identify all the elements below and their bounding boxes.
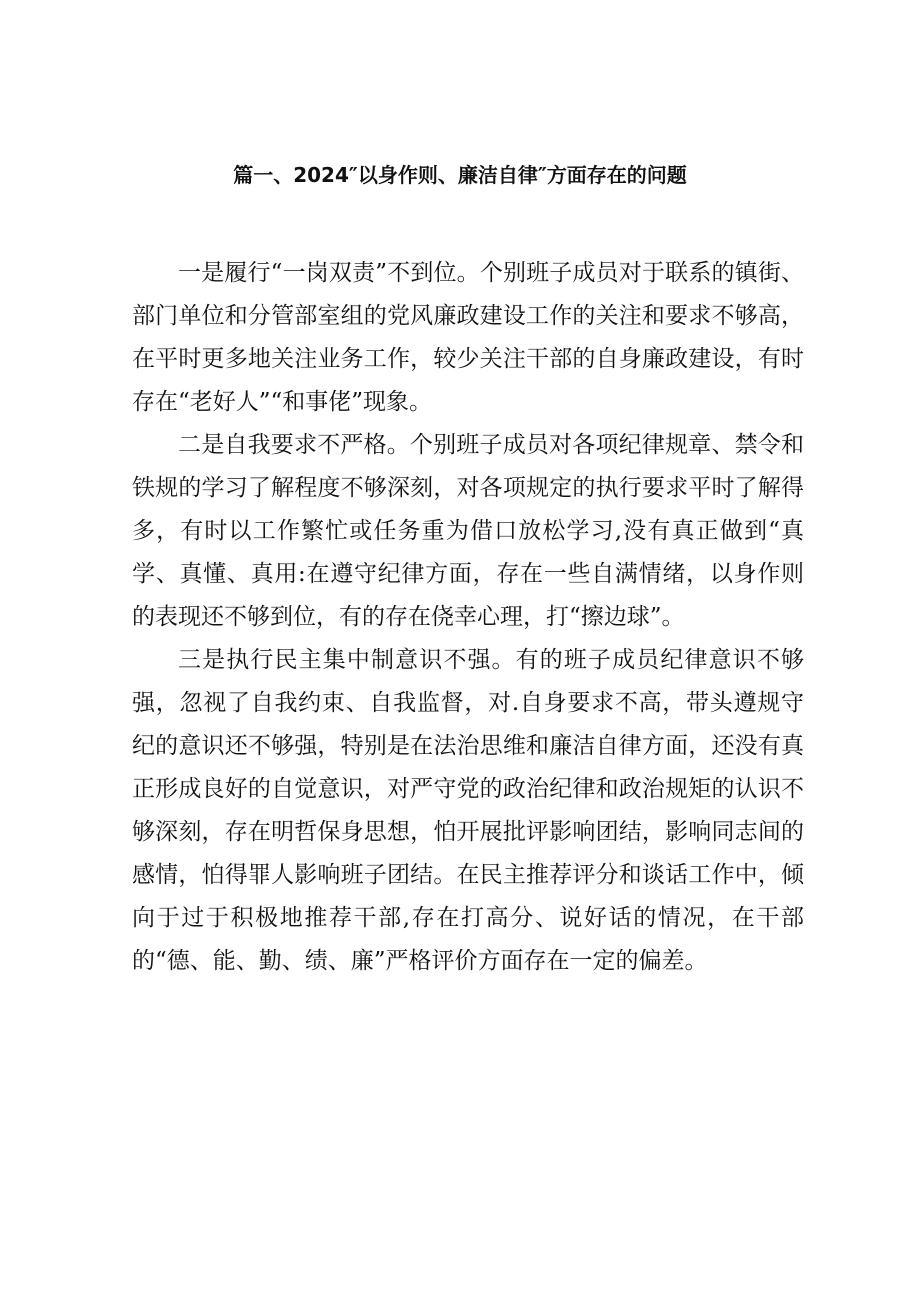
paragraph-one: 一是履行“一岗双责”不到位。个别班子成员对于联系的镇街、部门单位和分管部室组的党风廉政建设工作的关注和要求不够高，在平时更多地关注业务工作，较少关注干部的自身廉政建设，有时存在“老好人”“和事佬”现象。 — [132, 260, 804, 415]
document-body — [132, 252, 804, 983]
document-title: 篇一、2024″以身作则、廉洁自律″方面存在的问题 — [233, 163, 687, 187]
paragraph-three: 三是执行民主集中制意识不强。有的班子成员纪律意识不够强，忽视了自我约束、自我监督，对.自身要求不高，带头遵规守纪的意识还不够强，特别是在法治思维和廉洁自律方面，还没有真正形成良好的自觉意识，对严守党的政治纪律和政治规矩的认识不够深刻，存在明哲保身思想，怕开展批评影响团结，影响同志间的感情，怕得罪人影响班子团结。在民主推荐评分和谈话工作中，倾向于过于积极地推荐干部,存在打高分、说好话的情况，在干部的“德、能、勤、绩、廉”严格评价方面存在一定的偏差。 — [132, 647, 804, 974]
paragraph-two: 二是自我要求不严格。个别班子成员对各项纪律规章、禁令和铁规的学习了解程度不够深刻，对各项规定的执行要求平时了解得多，有时以工作繁忙或任务重为借口放松学习,没有真正做到“真学、真懂、真用:在遵守纪律方面，存在一些自满情绪，以身作则的表现还不够到位，有的存在侥幸心理，打“擦边球”。 — [132, 432, 804, 630]
